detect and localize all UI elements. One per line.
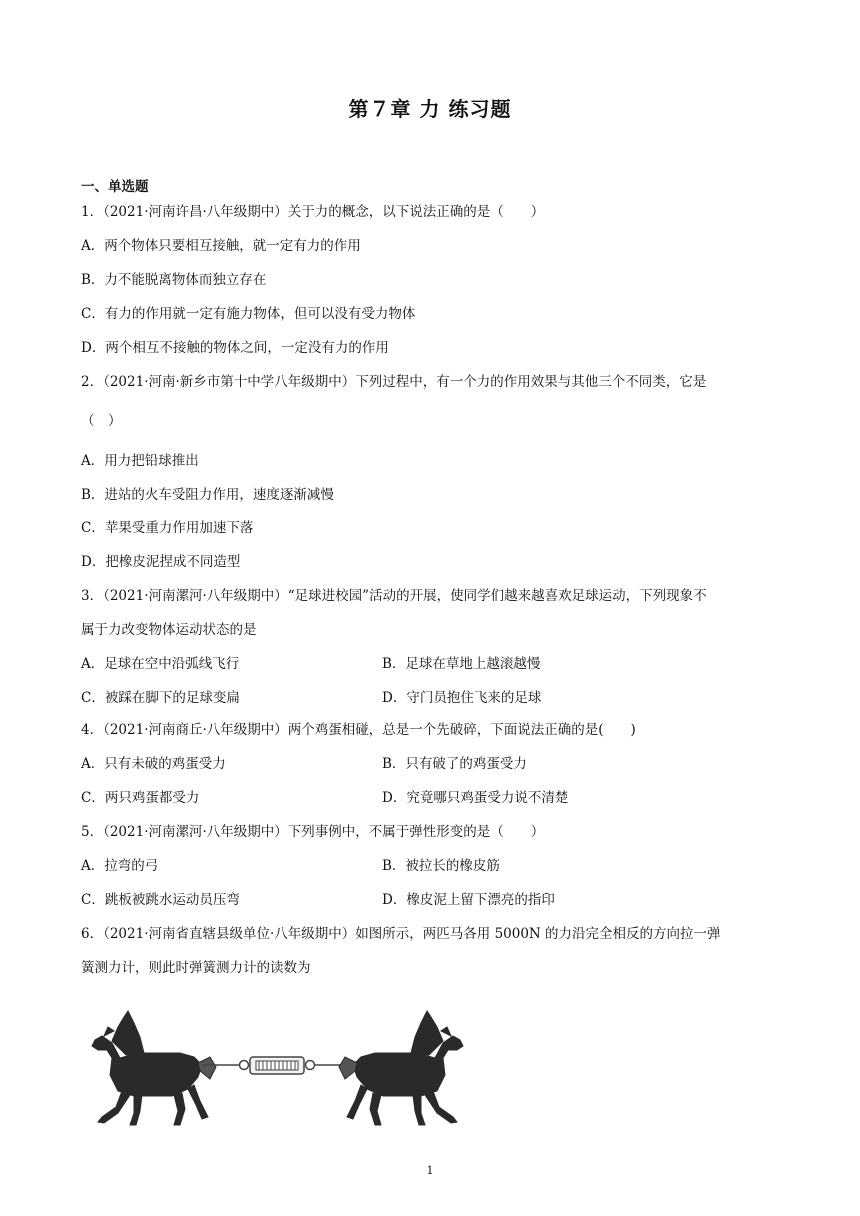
question-4-option-a: A．只有未破的鸡蛋受力 xyxy=(81,756,226,772)
question-1-stem: 1．（2021·河南许昌·八年级期中）关于力的概念，以下说法正确的是（ ） xyxy=(81,204,545,220)
right-horse-icon xyxy=(339,1011,463,1125)
horses-spring-scale-figure xyxy=(90,1003,465,1128)
question-2-option-c: C．苹果受重力作用加速下落 xyxy=(81,520,254,536)
section-heading: 一、单选题 xyxy=(81,179,149,195)
right-hook-icon xyxy=(306,1061,315,1070)
question-6-stem-cont: 簧测力计，则此时弹簧测力计的读数为 xyxy=(81,960,311,976)
question-4-option-b: B．只有破了的鸡蛋受力 xyxy=(382,756,527,772)
question-1-option-d: D．两个相互不接触的物体之间，一定没有力的作用 xyxy=(81,340,389,356)
question-2-option-b: B．进站的火车受阻力作用，速度逐渐减慢 xyxy=(81,487,334,503)
left-hook-icon xyxy=(240,1061,249,1070)
question-5-stem: 5．（2021·河南漯河·八年级期中）下列事例中，不属于弹性形变的是（ ） xyxy=(81,824,545,840)
page-number: 1 xyxy=(426,1164,434,1177)
question-2-option-a: A．用力把铅球推出 xyxy=(81,453,199,469)
question-5-option-b: B．被拉长的橡皮筋 xyxy=(382,858,500,874)
question-1-option-a: A．两个物体只要相互接触，就一定有力的作用 xyxy=(81,238,361,254)
question-3-option-d: D．守门员抱住飞来的足球 xyxy=(382,690,542,706)
question-4-option-c: C．两只鸡蛋都受力 xyxy=(81,790,200,806)
question-3-option-b: B．足球在草地上越滚越慢 xyxy=(382,656,541,672)
question-2-stem-cont: （ ） xyxy=(81,413,122,429)
question-2-stem: 2．（2021·河南·新乡市第十中学八年级期中）下列过程中，有一个力的作用效果与其他三个不同类，它是 xyxy=(81,374,707,390)
question-5-option-c: C．跳板被跳水运动员压弯 xyxy=(81,892,240,908)
question-6-stem: 6．（2021·河南省直辖县级单位·八年级期中）如图所示，两匹马各用 5000N 的力沿完全相反的方向拉一弹 xyxy=(81,926,721,942)
question-5-option-d: D．橡皮泥上留下漂亮的指印 xyxy=(382,892,555,908)
question-4-stem: 4．（2021·河南商丘·八年级期中）两个鸡蛋相碰，总是一个先破碎，下面说法正确的是( ) xyxy=(81,722,636,738)
question-3-stem-cont: 属于力改变物体运动状态的是 xyxy=(81,622,257,638)
page-title: 第７章 力 练习题 xyxy=(348,97,512,121)
question-1-option-c: C．有力的作用就一定有施力物体，但可以没有受力物体 xyxy=(81,306,416,322)
spring-scale-icon xyxy=(250,1057,304,1074)
question-3-stem: 3．（2021·河南漯河·八年级期中）“足球进校园”活动的开展，使同学们越来越喜欢足球运动，下列现象不 xyxy=(81,588,707,604)
question-3-option-c: C．被踩在脚下的足球变扁 xyxy=(81,690,240,706)
question-2-option-d: D．把橡皮泥捏成不同造型 xyxy=(81,554,241,570)
question-3-option-a: A．足球在空中沿弧线飞行 xyxy=(81,656,240,672)
question-1-option-b: B．力不能脱离物体而独立存在 xyxy=(81,272,267,288)
question-5-option-a: A．拉弯的弓 xyxy=(81,858,159,874)
question-4-option-d: D．究竟哪只鸡蛋受力说不清楚 xyxy=(382,790,569,806)
left-horse-icon xyxy=(92,1011,216,1125)
